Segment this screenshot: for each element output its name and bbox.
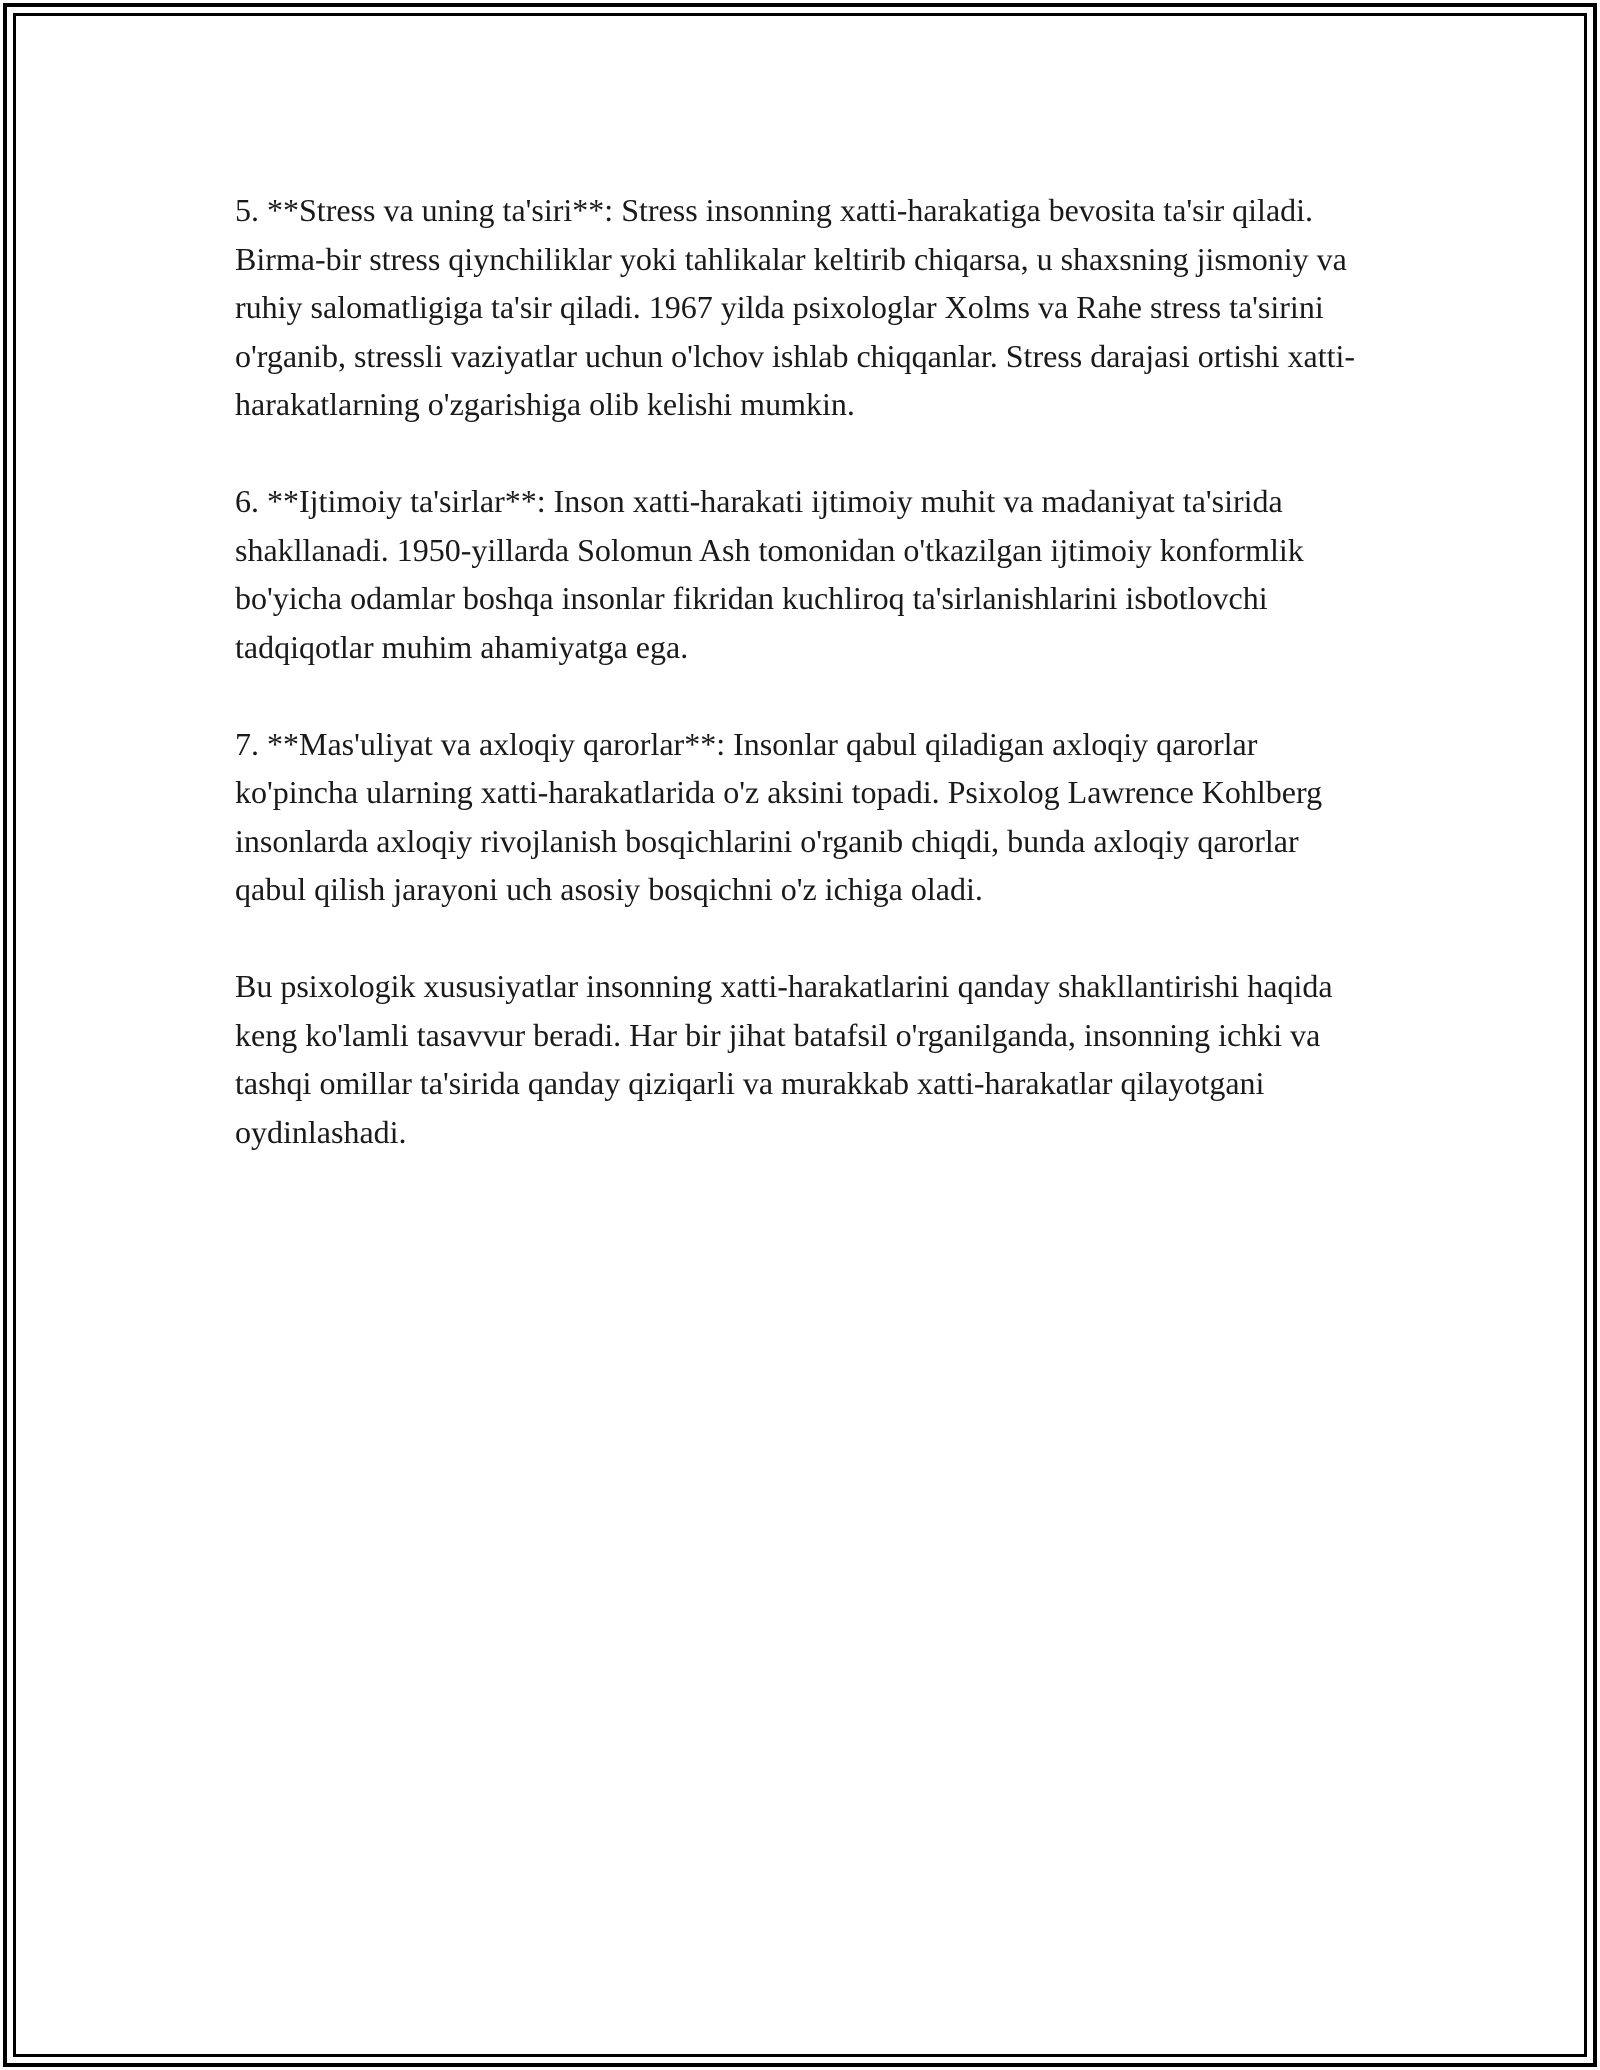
document-body [235,186,1365,1205]
paragraph-social-influence: 6. **Ijtimoiy ta'sirlar**: Inson xatti-harakati ijtimoiy muhit va madaniyat ta'sirida shakllanadi. 1950-yillarda Solomun Ash tomonidan o'tkazilgan ijtimoiy konformlik bo'yicha odamlar boshqa insonlar fikridan kuchliroq ta'sirlanishlarini isbotlovchi tadqiqotlar muhim ahamiyatga ega. [235,483,1304,665]
paragraph-conclusion: Bu psixologik xususiyatlar insonning xatti-harakatlarini qanday shakllantirishi haqida keng ko'lamli tasavvur beradi. Har bir jihat batafsil o'rganilganda, insonning ichki va tashqi omillar ta'sirida qanday qiziqarli va murakkab xatti-harakatlar qilayotgani oydinlashadi. [235,968,1333,1150]
paragraph-stress: 5. **Stress va uning ta'siri**: Stress insonning xatti-harakatiga bevosita ta'sir qiladi. Birma-bir stress qiynchiliklar yoki tahlikalar keltirib chiqarsa, u shaxsning jismoniy va ruhiy salomatligiga ta'sir qiladi. 1967 yilda psixologlar Xolms va Rahe stress ta'sirini o'rganib, stressli vaziyatlar uchun o'lchov ishlab chiqqanlar. Stress darajasi ortishi xatti-harakatlarning o'zgarishiga olib kelishi mumkin. [235,192,1356,422]
paragraph-moral-decisions: 7. **Mas'uliyat va axloqiy qarorlar**: Insonlar qabul qiladigan axloqiy qarorlar ko'pincha ularning xatti-harakatlarida o'z aksini topadi. Psixolog Lawrence Kohlberg insonlarda axloqiy rivojlanish bosqichlarini o'rganib chiqdi, bunda axloqiy qarorlar qabul qilish jarayoni uch asosiy bosqichni o'z ichiga oladi. [235,725,1323,907]
